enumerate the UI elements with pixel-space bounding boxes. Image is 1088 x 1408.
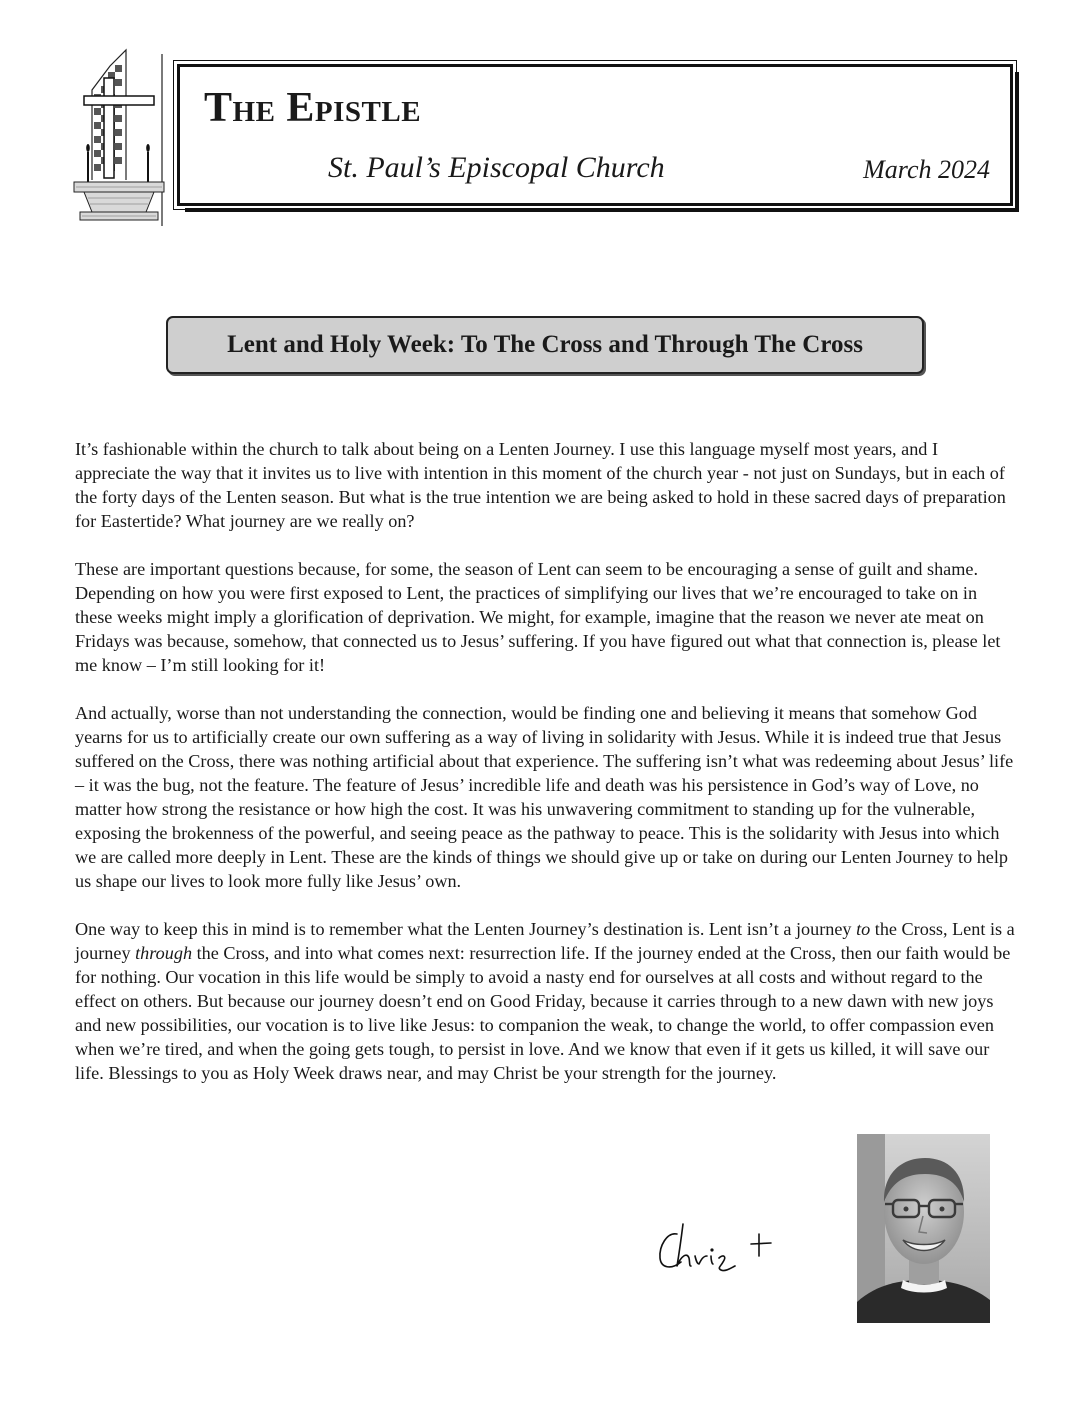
- author-photo: [857, 1134, 990, 1323]
- article-paragraph: And actually, worse than not understanding the connection, would be finding one and believing it means that somehow God yearns for us to artificially create our own suffering as a way of living in solidarity with Jesus. While it is indeed true that Jesus suffered on the Cross, there was nothing artificial about that experience. The suffering isn’t what was redeeming about Jesus’ life – it was the bug, not the feature. The feature of Jesus’ incredible life and death was his persistence in God’s way of Love, no matter how strong the resistance or how high the cost. It was his unwavering commitment to standing up for the vulnerable, exposing the brokenness of the powerful, and seeing peace as the pathway to peace. This is the solidarity with Jesus into which we are called more deeply in Lent. These are the kinds of things we should give up or take on during our Lenten Journey to help us shape our lives to look more fully like Jesus’ own.: [75, 703, 1014, 891]
- article-headline: Lent and Holy Week: To The Cross and Through The Cross: [227, 331, 863, 358]
- paragraph-text: the Cross, and into what comes next: resurrection life. If the journey ended at the Cross, then our faith would be for nothing. Our vocation in this life would be simply to avoid a nasty end for ourselves at all costs and without regard to the effect on others. But because our journey doesn’t end on Good Friday, because it carries through to a new dawn with new joys and new possibilities, our vocation is to live like Jesus: to companion the weak, to change the world, to offer compassion even when we’re tired, and when the going gets tough, to persist in love. And we know that even if it gets us killed, it will save our life. Blessings to you as Holy Week draws near, and may Christ be your strength for the journey.: [75, 943, 1011, 1083]
- issue-date: March 2024: [863, 155, 990, 184]
- article-paragraph: [75, 917, 1017, 1085]
- emphasis-text: to: [856, 919, 871, 939]
- handwritten-signature: [655, 1220, 780, 1278]
- headline-banner: [166, 316, 924, 374]
- emphasis-text: through: [135, 943, 193, 963]
- masthead-box: [177, 64, 1013, 206]
- newsletter-title: The Epistle: [204, 85, 422, 131]
- article-paragraph: These are important questions because, for some, the season of Lent can seem to be encouraging a sense of guilt and shame. Depending on how you were first exposed to Lent, the practices of simplifying our lives that we’re encouraged to take on in these weeks might imply a glorification of deprivation. We might, for example, imagine that the reason we never ate meat on Fridays was because, somehow, that connected us to Jesus’ suffering. If you have figured out what that connection is, please let me know – I’m still looking for it!: [75, 559, 1001, 675]
- paragraph-text: One way to keep this in mind is to remember what the Lenten Journey’s destination is. Lent isn’t a journey: [75, 919, 857, 939]
- paragraph-text: the Cross, Lent is a journey: [75, 919, 1015, 963]
- article-paragraph: It’s fashionable within the church to talk about being on a Lenten Journey. I use this language myself most years, and I appreciate the way that it invites us to live with intention in this moment of the church year - not just on Sundays, but in each of the forty days of the Lenten season. But what is the true intention we are being asked to hold in these sacred days of preparation for Eastertide? What journey are we really on?: [75, 439, 1006, 531]
- article-body: [75, 437, 1017, 1109]
- church-logo: [70, 48, 166, 230]
- church-name: St. Paul’s Episcopal Church: [328, 151, 665, 184]
